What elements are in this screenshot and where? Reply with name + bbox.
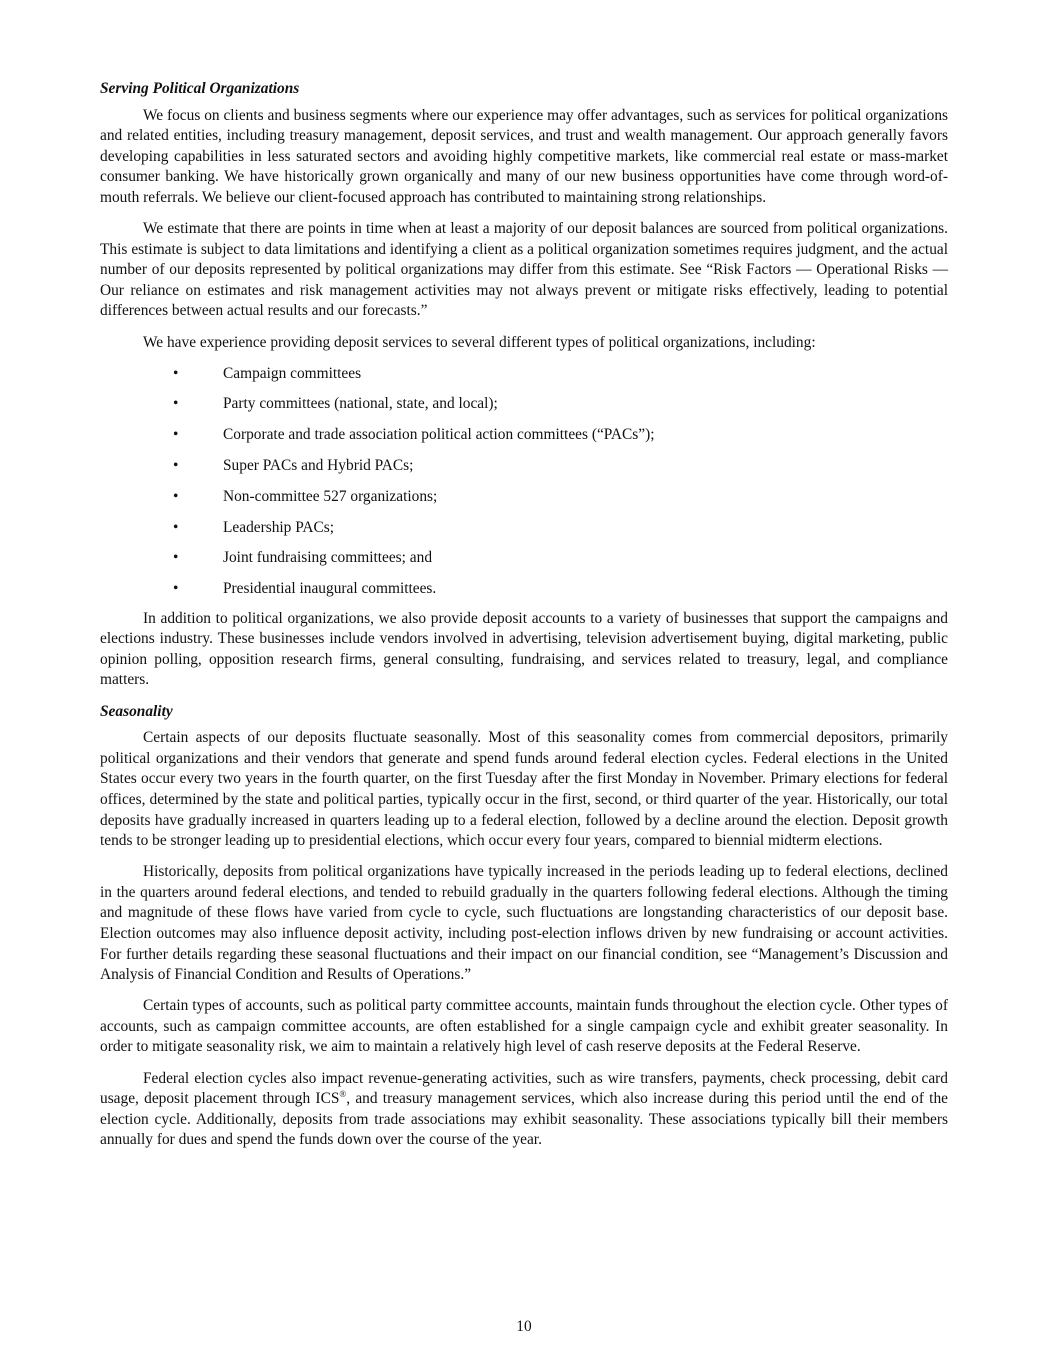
list-item [100, 579, 948, 600]
list-item [100, 518, 948, 539]
page-number: 10 [516, 1318, 532, 1335]
bullet-icon: • [173, 580, 179, 598]
list-item-text: Corporate and trade association political action committees (“PACs”); [223, 426, 655, 444]
list-item [100, 425, 948, 446]
bullet-icon: • [173, 364, 179, 382]
bullet-icon: • [173, 487, 179, 505]
bullet-icon: • [173, 549, 179, 567]
list-item [100, 487, 948, 508]
list-item-text: Party committees (national, state, and local); [223, 395, 498, 413]
registered-trademark-symbol: ® [339, 1089, 347, 1100]
section-heading-seasonality: Seasonality [100, 702, 173, 720]
list-item [100, 364, 948, 385]
list-item-text: Presidential inaugural committees. [223, 580, 437, 598]
list-item [100, 456, 948, 477]
paragraph-text: , and treasury management services, which also increase during this period until the end of the election cycle. Additionally, deposits from trade associations may exhibit seasonality. These associations typically bill their members annually for dues and spend the funds down over the course of the year. [100, 1090, 948, 1149]
document-page [100, 79, 948, 1161]
list-item-text: Non-committee 527 organizations; [223, 487, 438, 505]
paragraph: Historically, deposits from political organizations have typically increased in the periods leading up to federal elections, declined in the quarters around federal elections, and tended to rebuild gradually in the quarters following federal elections. Although the timing and magnitude of these flows have varied from cycle to cycle, such fluctuations are longstanding characteristics of our deposit base. Election outcomes may also influence deposit activity, including post-election inflows driven by new fundraising or account activities. For further details regarding these seasonal fluctuations and their impact on our financial condition, see “Management’s Discussion and Analysis of Financial Condition and Results of Operations.” [100, 863, 948, 984]
paragraph: In addition to political organizations, we also provide deposit accounts to a variety of businesses that support the campaigns and elections industry. These businesses include vendors involved in advertising, television advertisement buying, digital marketing, public opinion polling, opposition research firms, general consulting, fundraising, and services related to treasury, legal, and compliance matters. [100, 609, 948, 689]
paragraph-text: Federal election cycles also impact revenue-generating activities, such as wire transfers, payments, check processing, debit card usage, deposit placement through ICS [100, 1069, 948, 1108]
list-item [100, 548, 948, 569]
paragraph: We focus on clients and business segments where our experience may offer advantages, such as services for political organizations and related entities, including treasury management, deposit services, and trust and wealth management. Our approach generally favors developing capabilities in less saturated sectors and avoiding highly competitive markets, like commercial real estate or mass-market consumer banking. We have historically grown organically and many of our new business opportunities have come through word-of-mouth referrals. We believe our client-focused approach has contributed to maintaining strong relationships. [100, 106, 948, 206]
paragraph: We have experience providing deposit services to several different types of political organizations, including: [143, 333, 816, 351]
political-organization-types-list [100, 364, 948, 600]
bullet-icon: • [173, 518, 179, 536]
section-heading-serving-political-organizations: Serving Political Organizations [100, 80, 300, 97]
bullet-icon: • [173, 395, 179, 413]
list-item-text: Joint fundraising committees; and [223, 549, 433, 567]
paragraph [100, 1069, 948, 1151]
list-item-text: Campaign committees [223, 364, 362, 382]
paragraph: Certain types of accounts, such as political party committee accounts, maintain funds throughout the election cycle. Other types of accounts, such as campaign committee accounts, are often established for a single campaign cycle and exhibit greater seasonality. In order to mitigate seasonality risk, we aim to maintain a relatively high level of cash reserve deposits at the Federal Reserve. [100, 997, 948, 1056]
list-item [100, 394, 948, 415]
paragraph: We estimate that there are points in time when at least a majority of our deposit balances are sourced from political organizations. This estimate is subject to data limitations and identifying a client as a political organization sometimes requires judgment, and the actual number of our deposits represented by political organizations may differ from this estimate. See “Risk Factors — Operational Risks — Our reliance on estimates and risk management activities may not always prevent or mitigate risks effectively, leading to potential differences between actual results and our forecasts.” [100, 220, 948, 320]
bullet-icon: • [173, 456, 179, 474]
paragraph: Certain aspects of our deposits fluctuate seasonally. Most of this seasonality comes from commercial depositors, primarily political organizations and their vendors that generate and spend funds around federal election cycles. Federal elections in the United States occur every two years in the fourth quarter, on the first Tuesday after the first Monday in November. Primary elections for federal offices, determined by the state and political parties, typically occur in the first, second, or third quarter of the year. Historically, our total deposits have gradually increased in quarters leading up to a federal election, followed by a decline around the election. Deposit growth tends to be stronger leading up to presidential elections, which occur every four years, compared to biennial midterm elections. [100, 729, 948, 850]
bullet-icon: • [173, 426, 179, 444]
list-item-text: Leadership PACs; [223, 518, 335, 536]
seasonality-section [100, 702, 948, 1151]
list-item-text: Super PACs and Hybrid PACs; [223, 456, 414, 474]
